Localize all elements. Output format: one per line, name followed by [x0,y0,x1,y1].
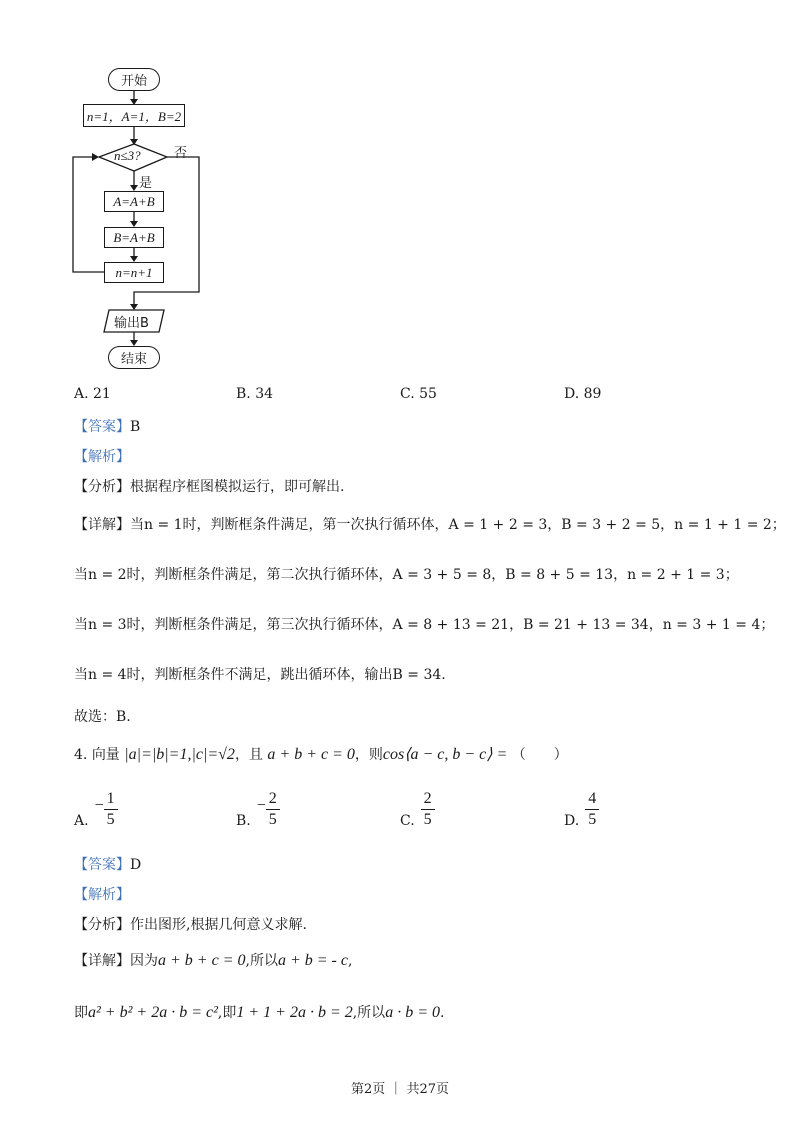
q3-fenxi-line [74,476,344,496]
option-letter: B. [236,813,251,829]
q4-option-d [564,785,599,829]
flowchart-output: 输出B [114,316,149,331]
flowchart-no-label: 否 [174,146,188,161]
answer-tag: 【答案】 [74,419,130,435]
math-expression: 1 + 1 + 2a · b = 2 [236,1004,353,1021]
denominator: 5 [423,811,432,828]
math-expression: a + b + c = 0 [158,952,246,969]
text-segment: 即 [74,1005,88,1021]
fenxi-tag: 【分析】 [74,917,130,933]
detail-tag: 【详解】 [74,953,130,969]
q4-number: 4. [74,747,88,763]
text-segment: ,所以 [245,953,278,969]
denominator: 5 [106,811,115,828]
q3-option-c: C. 55 [400,386,437,402]
q4-cos: cos⟨a − c, b − c⟩ = [382,746,508,763]
flowchart-condition: n≤3? [114,148,141,163]
q4-answer-line [74,854,141,874]
q3-detail-text: 当n = 1时，判断框条件满足，第一次执行循环体，A = 1 + 2 = 3，B = 3 + 2 = 5，n = 1 + 1 = 2； [130,517,786,533]
option-fraction [104,790,118,829]
detail-tag: 【详解】 [74,517,130,533]
numerator: 4 [585,790,599,810]
numerator: 1 [104,790,118,810]
q3-detail-line-4: 当n = 4时，判断框条件不满足，跳出循环体，输出B = 34. [74,667,446,683]
q4-answer: D [130,857,142,873]
q4-option-b [236,785,280,829]
answer-tag: 【答案】 [74,857,130,873]
fenxi-tag: 【分析】 [74,479,130,495]
option-letter: C. [400,813,415,829]
analysis-tag: 【解析】 [74,887,130,903]
text-segment: 因为 [130,953,158,969]
q4-fenxi: 作出图形,根据几何意义求解. [130,917,307,933]
q4-option-a [74,785,118,829]
text-segment: ,所以 [352,1005,386,1021]
q4-detail-line-2 [74,1002,444,1022]
q3-detail-line-3: 当n = 3时，判断框条件满足，第三次执行循环体，A = 8 + 13 = 21，B = 21 + 13 = 34，n = 3 + 1 = 4； [74,617,775,633]
numerator: 2 [266,790,280,810]
flowchart-init: n=1，A=1，B=2 [83,104,185,127]
denominator: 5 [268,811,277,828]
text-segment: , [347,953,353,969]
denominator: 5 [588,811,597,828]
flowchart-step-b: B=A+B [104,227,164,248]
q3-conclusion: 故选：B. [74,709,131,725]
option-letter: D. [564,813,580,829]
q4-stem-prefix: 向量 [91,747,120,763]
q3-fenxi: 根据程序框图模拟运行，即可解出. [130,479,345,495]
q4-detail-line-1 [74,950,352,970]
option-fraction [266,790,280,829]
option-letter: A. [74,813,89,829]
q4-paren: （ ） [511,747,568,763]
option-sign: − [94,797,104,814]
page-footer: 第2页 ｜ 共27页 [350,1082,450,1097]
math-expression: a² + b² + 2a · b = c² [88,1004,218,1021]
q3-detail-line-2: 当n = 2时，判断框条件满足，第二次执行循环体，A = 3 + 5 = 8，B = 8 + 5 = 13，n = 2 + 1 = 3； [74,567,739,583]
option-fraction [585,790,599,829]
numerator: 2 [421,790,435,810]
text-segment: ,即 [217,1005,237,1021]
analysis-tag: 【解析】 [74,449,130,465]
q3-option-a: A. 21 [74,386,111,402]
q3-answer: B [130,419,141,435]
q4-stem-then: ，则 [354,747,383,763]
flowchart-step-a: A=A+B [104,191,164,212]
q4-condition: a + b + c = 0 [267,746,355,763]
math-expression: a + b = - c [277,952,348,969]
option-fraction [421,790,435,829]
q4-norms: |a|=|b|=1,|c|=√2 [124,746,235,763]
text-segment: . [439,1005,445,1021]
q4-stem [74,744,568,764]
option-sign: − [256,797,266,814]
math-expression: a · b = 0 [385,1004,440,1021]
q4-stem-mid: ，且 [234,747,263,763]
q4-fenxi-line [74,914,307,934]
flowchart-yes-label: 是 [139,176,153,191]
flowchart-end: 结束 [108,346,160,369]
flowchart-step-n: n=n+1 [104,262,164,283]
flowchart-start: 开始 [108,68,160,91]
q3-answer-line [74,416,140,436]
q3-option-b: B. 34 [236,386,274,402]
q4-option-c [400,785,435,829]
q3-detail-line-1 [74,514,786,534]
q3-option-d: D. 89 [564,386,602,402]
